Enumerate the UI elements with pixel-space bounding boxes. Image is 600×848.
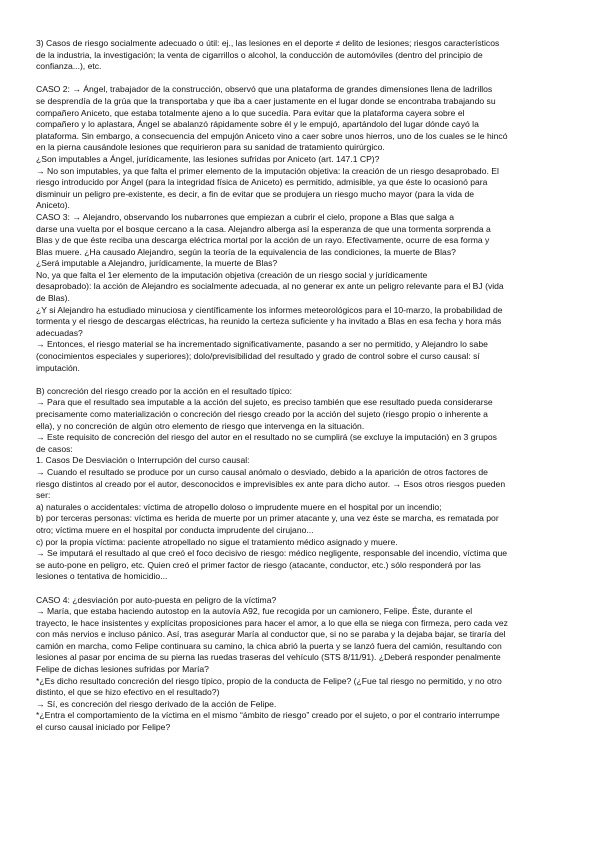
text-line: se auto-pone en peligro, etc. Quien creó el primer factor de riesgo (atacante, conductor, etc.) sólo responderá por las [36, 559, 481, 570]
text-line: *¿Es dicho resultado concreción del riesgo típico, propio de la conducta de Felipe? (¿Fue tal riesgo no permitido, y no otro [36, 675, 502, 686]
text-line: camión en marcha, como Felipe continuara su camino, la chica abrió la puerta y se lanzó fuera del camión, resultando con [36, 640, 502, 651]
text-line: a) naturales o accidentales: víctima de atropello doloso o imprudente muere en el hospital por un incendio; [36, 501, 442, 512]
text-line: No, ya que falta el 1er elemento de la imputación objetiva (creación de un riesgo social y jurídicamente [36, 269, 428, 280]
text-line: con más nervios e incluso pánico. Así, tras asegurar María al conductor que, si no se paraba y la dejaba bajar, se tiraría del [36, 629, 506, 640]
text-line: imputación. [36, 362, 80, 373]
text-line: → María, que estaba haciendo autostop en la autovía A92, fue recogida por un camionero, Felipe. Éste, durante el [36, 606, 473, 617]
text-line: → Este requisito de concreción del riesgo del autor en el resultado no se cumplirá (se excluye la imputación) en 3 grupos [36, 432, 497, 443]
text-line: CASO 4: ¿desviación por auto-puesta en peligro de la víctima? [36, 594, 277, 605]
text-line: ¿Son imputables a Ángel, jurídicamente, las lesiones sufridas por Aniceto (art. 147.1 CP)? [36, 153, 380, 164]
text-line: lesiones o tentativa de homicidio... [36, 571, 168, 582]
text-line: Aniceto). [36, 200, 70, 211]
text-section [36, 595, 566, 734]
text-line: → Entonces, el riesgo material se ha incrementado significativamente, pasando a ser no permitido, y Alejandro lo sabe [36, 339, 488, 350]
text-line: en la pierna causándole lesiones que requirieron para su sanidad de tratamiento quirúrgico. [36, 142, 385, 153]
text-line: compañero Aniceto, que estaba totalmente ajeno a lo que sucedía. Para evitar que la plataforma cayera sobre el [36, 107, 465, 118]
text-line: ¿Será imputable a Alejandro, jurídicamente, la muerte de Blas? [36, 258, 278, 269]
document-page [36, 38, 566, 734]
text-line: trayecto, le hace insistentes y explícitas proposiciones para hacer el amor, a lo que ella se niega con firmeza, pero cada vez [36, 617, 508, 628]
text-line: Blas y de que éste reciba una descarga eléctrica mortal por la acción de un rayo. Efectivamente, ocurre de esa forma y [36, 235, 490, 246]
text-line: riesgo introducido por Ángel (para la integridad física de Aniceto) es permitido, admisible, ya que éste lo ocasionó para [36, 177, 488, 188]
text-line: 1. Casos De Desviación o Interrupción del curso causal: [36, 455, 250, 466]
text-line: c) por la propia víctima: paciente atropellado no sigue el tratamiento médico asignado y muere. [36, 536, 398, 547]
text-line: CASO 3: → Alejandro, observando los nubarrones que empiezan a cubrir el cielo, propone a Blas que salga a [36, 211, 455, 222]
text-line: otro; víctima muere en el hospital por conducta imprudente del cirujano... [36, 524, 314, 535]
text-line: de Blas). [36, 293, 70, 304]
text-line: distinto, el que se hizo efectivo en el resultado?) [36, 687, 220, 698]
text-line: → No son imputables, ya que falta el primer elemento de la imputación objetiva: la creación de un riesgo desaprobado. El [36, 165, 499, 176]
text-line: riesgo distintos al creado por el autor, desconocidos e imprevisibles ex ante para dicho autor. → Esos otros riesgos pueden [36, 478, 506, 489]
text-line: → Sí, es concreción del riesgo derivado de la acción de Felipe. [36, 698, 277, 709]
text-line: CASO 2: → Ángel, trabajador de la construcción, observó que una plataforma de grandes dimensiones llena de ladrillos [36, 84, 493, 95]
text-line: B) concreción del riesgo creado por la acción en el resultado típico: [36, 385, 293, 396]
text-line: ella), y no concreción de algún otro elemento de riesgo que intervenga en la situación. [36, 420, 365, 431]
text-line: tormenta y el riesgo de descargas eléctricas, ha reunido la certeza suficiente y ha invitado a Blas en esa fecha y hora más [36, 316, 502, 327]
text-line: Felipe de dichas lesiones sufridas por María? [36, 664, 209, 675]
text-line: de casos: [36, 443, 73, 454]
text-line: disminuir un peligro pre-existente, es decir, a fin de evitar que se produjera un riesgo mucho mayor (para la vida de [36, 188, 475, 199]
text-line: precisamente como materialización o concreción del riesgo creado por la acción del sujeto (riesgo propio o inherente a [36, 409, 488, 419]
text-line: Blas muere. ¿Ha causado Alejandro, según la teoría de la equivalencia de las condiciones, la muerte de Blas? [36, 246, 456, 257]
text-line: desaprobado): la acción de Alejandro es socialmente adecuada, al no generar ex ante un peligro relevante para el BJ (vida [36, 281, 504, 292]
text-line: adecuadas? [36, 327, 83, 338]
text-line: *¿Entra el comportamiento de la víctima en el mismo “ámbito de riesgo” creado por el sujeto, o por el contrario interrumpe [36, 710, 500, 721]
text-line: ¿Y si Alejandro ha estudiado minuciosa y científicamente los informes meteorológicos para el 10-marzo, la probabilidad de [36, 304, 503, 315]
text-line: el curso causal iniciado por Felipe? [36, 722, 171, 733]
text-line: lesiones al pasar por encima de su pierna las ruedas traseras del vehículo (STS 8/11/91). ¿Deberá responder penalmente [36, 652, 501, 663]
text-line: → Cuando el resultado se produce por un curso causal anómalo o desviado, debido a la aparición de otros factores de [36, 466, 488, 477]
text-line: → Se imputará el resultado al que creó el foco decisivo de riesgo: médico negligente, responsable del incendio, víctima que [36, 548, 508, 559]
text-line: se desprendía de la grúa que la transportaba y que iba a caer justamente en el lugar donde se encontraba trabajando su [36, 95, 496, 106]
text-line: confianza...), etc. [36, 61, 102, 72]
text-section [36, 386, 566, 583]
text-line: 3) Casos de riesgo socialmente adecuado o útil: ej., las lesiones en el deporte ≠ delito de lesiones; riesgos característicos [36, 38, 500, 48]
text-section [36, 84, 566, 374]
text-line: → Para que el resultado sea imputable a la acción del sujeto, es preciso también que ese resultado pueda considerarse [36, 397, 493, 408]
text-line: b) por terceras personas: víctima es herida de muerte por un primer atacante y, una vez éste se marcha, es rematada por [36, 513, 499, 524]
text-line: (conocimientos especiales y superiores); dolo/previsibilidad del resultado y grado de control sobre el curso causal: sí [36, 351, 480, 362]
text-line: plataforma. Sin embargo, a consecuencia del empujón Aniceto vino a caer sobre unos hierros, uno de los cuales se le hincó [36, 130, 508, 141]
text-line: darse una vuelta por el bosque cercano a la casa. Alejandro alberga así la esperanza de que una tormenta sorprenda a [36, 223, 491, 234]
text-line: de la industria, la investigación; la venta de cigarrillos o alcohol, la conducción de automóviles (dentro del principio de [36, 49, 483, 60]
text-section [36, 38, 566, 73]
text-line: compañero y lo aplastara, Ángel se abalanzó rápidamente sobre él y le empujó, apartándolo del lugar dónde cayó la [36, 119, 479, 130]
text-line: ser: [36, 490, 51, 501]
